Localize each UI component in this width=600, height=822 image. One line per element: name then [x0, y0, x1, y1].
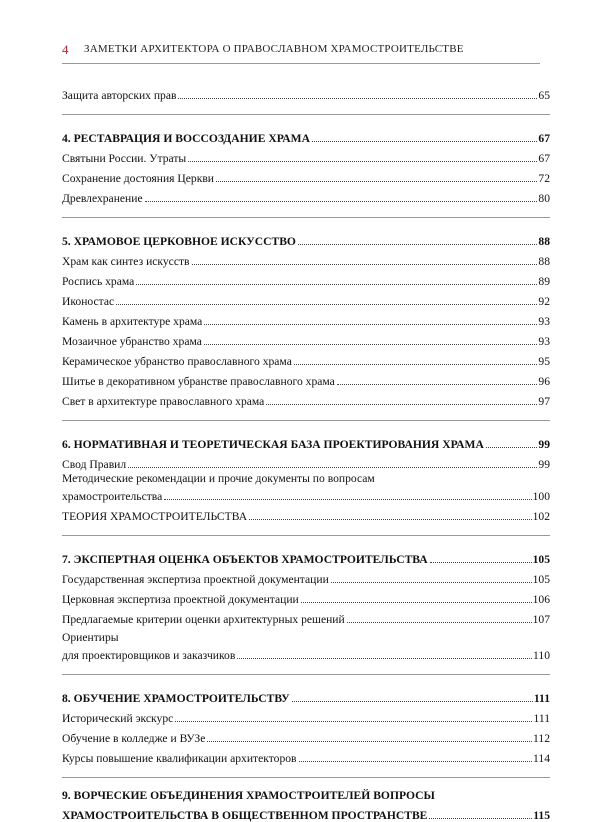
- toc-entry[interactable]: [62, 566, 550, 586]
- dot-leader: [164, 499, 531, 500]
- dot-leader: [337, 384, 538, 385]
- toc-entry-page: 102: [532, 510, 550, 524]
- toc-entry-title: Государственная экспертиза проектной документации: [62, 573, 329, 587]
- toc-chapter[interactable]: [62, 431, 550, 451]
- toc-entry[interactable]: [62, 328, 550, 348]
- toc-entry-page: 80: [538, 192, 550, 206]
- page-number: 4: [62, 42, 69, 57]
- toc-entry[interactable]: [62, 586, 550, 606]
- table-of-contents: [62, 82, 550, 822]
- toc-entry-page: 97: [538, 395, 550, 409]
- toc-entry-page: 105: [532, 573, 550, 587]
- dot-leader: [192, 264, 538, 265]
- toc-entry[interactable]: [62, 368, 550, 388]
- toc-section-7: [62, 546, 550, 662]
- dot-leader: [204, 344, 538, 345]
- toc-entry-page: 112: [533, 732, 550, 746]
- dot-leader: [207, 741, 532, 742]
- toc-entry-title: Роспись храма: [62, 275, 135, 289]
- dot-leader: [312, 141, 537, 142]
- chapter-title: 5. ХРАМОВОЕ ЦЕРКОВНОЕ ИСКУССТВО: [62, 235, 296, 249]
- toc-chapter[interactable]: [62, 228, 550, 248]
- chapter-page: 99: [538, 438, 550, 452]
- toc-entry-title: Церковная экспертиза проектной документации: [62, 593, 299, 607]
- toc-chapter[interactable]: [62, 685, 550, 705]
- toc-entry-page: 72: [538, 172, 550, 186]
- dot-leader: [298, 244, 537, 245]
- chapter-page: 111: [533, 692, 550, 706]
- dot-leader: [249, 519, 532, 520]
- toc-entry-title: Исторический экскурс: [62, 712, 174, 726]
- toc-section-9: [62, 788, 550, 822]
- section-divider: [62, 777, 550, 778]
- toc-entry-page: 96: [538, 375, 550, 389]
- chapter-page: 115: [533, 809, 550, 822]
- dot-leader: [347, 622, 532, 623]
- toc-entry-page: 110: [533, 649, 550, 663]
- toc-entry-title: Камень в архитектуре храма: [62, 315, 203, 329]
- toc-entry[interactable]: [62, 288, 550, 308]
- toc-entry-title: Курсы повышение квалификации архитекторов: [62, 752, 297, 766]
- dot-leader: [429, 818, 532, 819]
- dot-leader: [237, 658, 532, 659]
- toc-entry-title: Храм как синтез искусств: [62, 255, 190, 269]
- dot-leader: [188, 161, 537, 162]
- toc-entry-page: 111: [533, 712, 550, 726]
- toc-entry-page: 106: [532, 593, 550, 607]
- toc-entry-title: Святыни России. Утраты: [62, 152, 187, 166]
- toc-entry[interactable]: [62, 348, 550, 368]
- toc-chapter[interactable]: [62, 804, 550, 822]
- chapter-title-line[interactable]: 9. ВОРЧЕСКИЕ ОБЪЕДИНЕНИЯ ХРАМОСТРОИТЕЛЕЙ ВОПРОСЫ: [62, 789, 435, 802]
- toc-entry[interactable]: [62, 646, 550, 662]
- dot-leader: [178, 98, 537, 99]
- toc-entry[interactable]: [62, 725, 550, 745]
- dot-leader: [486, 447, 538, 448]
- toc-entry[interactable]: [62, 388, 550, 408]
- toc-section-6: [62, 431, 550, 523]
- toc-chapter[interactable]: [62, 125, 550, 145]
- dot-leader: [145, 201, 538, 202]
- toc-entry-page: 99: [538, 458, 550, 472]
- toc-entry-page: 65: [538, 89, 550, 103]
- toc-entry-title: Обучение в колледже и ВУЗе: [62, 732, 206, 746]
- toc-entry[interactable]: [62, 82, 550, 102]
- header-rule: [62, 63, 540, 64]
- toc-entry[interactable]: [62, 268, 550, 288]
- chapter-page: 105: [532, 553, 550, 567]
- dot-leader: [136, 284, 537, 285]
- chapter-title: 4. РЕСТАВРАЦИЯ И ВОССОЗДАНИЕ ХРАМА: [62, 132, 310, 146]
- chapter-page: 88: [538, 235, 550, 249]
- toc-entry-title: Предлагаемые критерии оценки архитектурных решений: [62, 613, 345, 627]
- toc-entry[interactable]: [62, 451, 550, 471]
- toc-entry[interactable]: [62, 248, 550, 268]
- dot-leader: [294, 364, 538, 365]
- dot-leader: [204, 324, 537, 325]
- toc-entry[interactable]: [62, 185, 550, 205]
- toc-entry-title: для проектировщиков и заказчиков: [62, 649, 236, 663]
- toc-entry-title: Керамическое убранство православного храма: [62, 355, 292, 369]
- dot-leader: [175, 721, 532, 722]
- toc-entry-page: 100: [532, 490, 550, 504]
- toc-entry-page: 92: [538, 295, 550, 309]
- toc-entry[interactable]: [62, 745, 550, 765]
- toc-entry-page: 67: [538, 152, 550, 166]
- section-divider: [62, 420, 550, 421]
- toc-entry-page: 107: [532, 613, 550, 627]
- running-title: ЗАМЕТКИ АРХИТЕКТОРА О ПРАВОСЛАВНОМ ХРАМОСТРОИТЕЛЬСТВЕ: [84, 43, 464, 55]
- chapter-title: 8. ОБУЧЕНИЕ ХРАМОСТРОИТЕЛЬСТВУ: [62, 692, 290, 706]
- toc-entry-title-line[interactable]: Методические рекомендации и прочие документы по вопросам: [62, 472, 375, 485]
- toc-entry-page: 88: [538, 255, 550, 269]
- toc-section-4: [62, 125, 550, 205]
- toc-entry-title-line[interactable]: Ориентиры: [62, 631, 119, 644]
- toc-entry-page: 114: [533, 752, 550, 766]
- section-divider: [62, 217, 550, 218]
- dot-leader: [331, 582, 532, 583]
- toc-entry-page: 93: [538, 315, 550, 329]
- toc-entry-title: Древлехранение: [62, 192, 143, 206]
- toc-entry-title: Мозаичное убранство храма: [62, 335, 202, 349]
- chapter-title: ХРАМОСТРОИТЕЛЬСТВА В ОБЩЕСТВЕННОМ ПРОСТРАНСТВЕ: [62, 809, 428, 822]
- toc-section-8: [62, 685, 550, 765]
- toc-entry-page: 93: [538, 335, 550, 349]
- chapter-title: 7. ЭКСПЕРТНАЯ ОЦЕНКА ОБЪЕКТОВ ХРАМОСТРОИТЕЛЬСТВА: [62, 553, 428, 567]
- toc-chapter[interactable]: [62, 546, 550, 566]
- dot-leader: [266, 404, 537, 405]
- toc-entry-title: Защита авторских прав: [62, 89, 177, 103]
- toc-entry-title: Сохранение достояния Церкви: [62, 172, 215, 186]
- toc-entry-page: 89: [538, 275, 550, 289]
- toc-section-5: [62, 228, 550, 408]
- section-divider: [62, 535, 550, 536]
- dot-leader: [430, 562, 532, 563]
- toc-entry[interactable]: [62, 487, 550, 503]
- section-divider: [62, 114, 550, 115]
- toc-entry-title: храмостроительства: [62, 490, 163, 504]
- section-divider: [62, 674, 550, 675]
- toc-entry-title: Шитье в декоративном убранстве православного храма: [62, 375, 335, 389]
- toc-entry-title: Свод Правил: [62, 458, 127, 472]
- dot-leader: [292, 701, 533, 702]
- chapter-title: 6. НОРМАТИВНАЯ И ТЕОРЕТИЧЕСКАЯ БАЗА ПРОЕКТИРОВАНИЯ ХРАМА: [62, 438, 484, 452]
- toc-entry-title: ТЕОРИЯ ХРАМОСТРОИТЕЛЬСТВА: [62, 510, 248, 524]
- toc-entry[interactable]: [62, 705, 550, 725]
- toc-entry[interactable]: [62, 145, 550, 165]
- chapter-page: 67: [538, 132, 550, 146]
- toc-entry[interactable]: [62, 308, 550, 328]
- toc-entry[interactable]: [62, 165, 550, 185]
- toc-entry-title: Иконостас: [62, 295, 115, 309]
- toc-entry[interactable]: [62, 606, 550, 626]
- toc-entry-title: Свет в архитектуре православного храма: [62, 395, 265, 409]
- dot-leader: [301, 602, 532, 603]
- toc-entry-page: 95: [538, 355, 550, 369]
- toc-entry[interactable]: [62, 503, 550, 523]
- dot-leader: [299, 761, 533, 762]
- dot-leader: [216, 181, 537, 182]
- dot-leader: [128, 467, 537, 468]
- dot-leader: [116, 304, 537, 305]
